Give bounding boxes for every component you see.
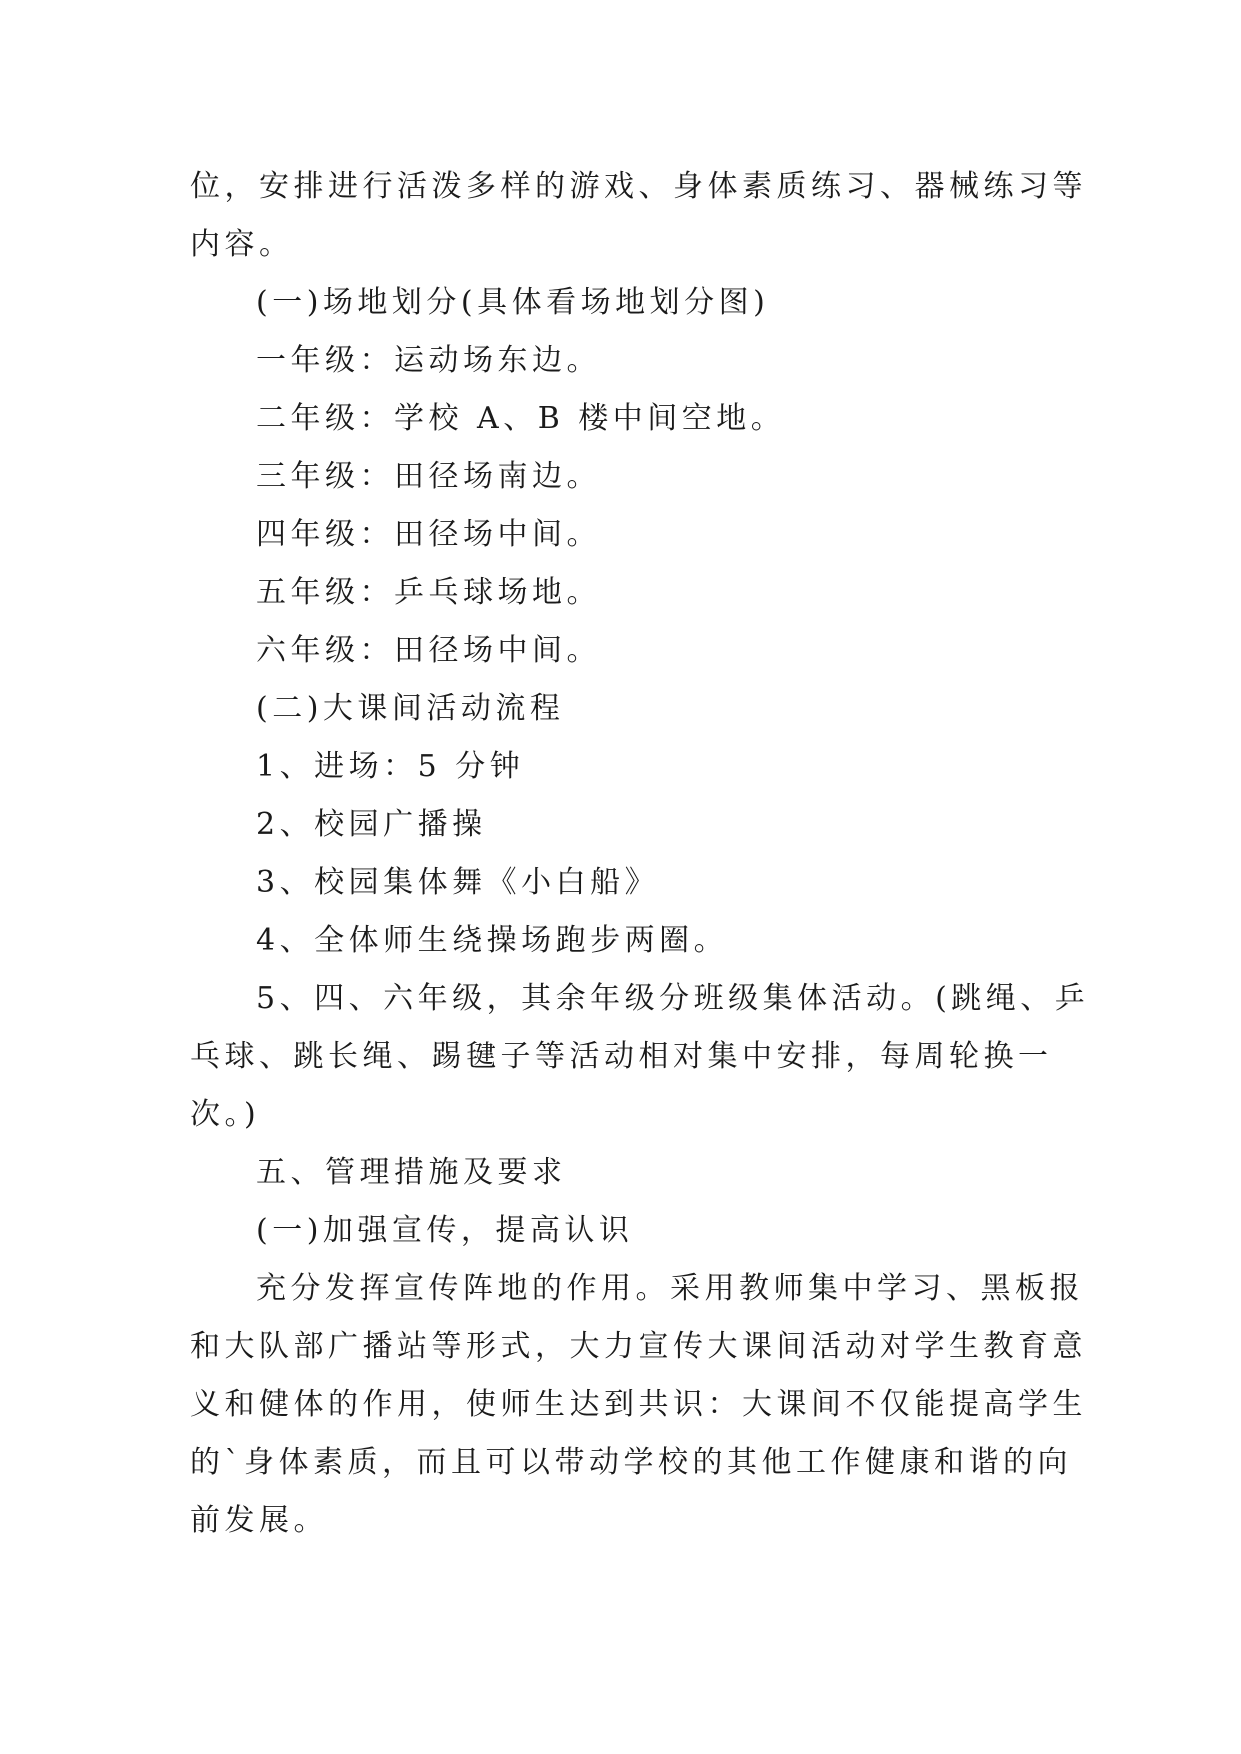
section-heading: (二)大课间活动流程 bbox=[256, 691, 565, 726]
paragraph-line: 次。) bbox=[190, 1097, 261, 1132]
list-item: 1、进场：5 分钟 bbox=[256, 749, 525, 784]
list-item: 二年级：学校 A、B 楼中间空地。 bbox=[256, 401, 786, 436]
list-item: 4、全体师生绕操场跑步两圈。 bbox=[256, 923, 729, 958]
paragraph-line: 位，安排进行活泼多样的游戏、身体素质练习、器械练习等 bbox=[190, 169, 1087, 204]
paragraph-line: 的`身体素质，而且可以带动学校的其他工作健康和谐的向 bbox=[190, 1445, 1072, 1480]
list-item: 一年级：运动场东边。 bbox=[256, 343, 601, 378]
paragraph-line: 乓球、跳长绳、踢毽子等活动相对集中安排，每周轮换一 bbox=[190, 1039, 1053, 1074]
list-item: 5、四、六年级，其余年级分班级集体活动。(跳绳、乒 bbox=[256, 981, 1090, 1016]
list-item: 三年级：田径场南边。 bbox=[256, 459, 601, 494]
paragraph-line: 和大队部广播站等形式，大力宣传大课间活动对学生教育意 bbox=[190, 1329, 1087, 1364]
paragraph-line: 义和健体的作用，使师生达到共识：大课间不仅能提高学生 bbox=[190, 1387, 1087, 1422]
paragraph-line: 充分发挥宣传阵地的作用。采用教师集中学习、黑板报 bbox=[256, 1271, 1084, 1306]
paragraph-line: 前发展。 bbox=[190, 1503, 328, 1538]
list-item: 3、校园集体舞《小白船》 bbox=[256, 865, 660, 900]
section-heading: (一)场地划分(具体看场地划分图) bbox=[256, 285, 770, 320]
list-item: 四年级：田径场中间。 bbox=[256, 517, 601, 552]
list-item: 六年级：田径场中间。 bbox=[256, 633, 601, 668]
section-heading: (一)加强宣传，提高认识 bbox=[256, 1213, 634, 1248]
section-heading: 五、管理措施及要求 bbox=[256, 1155, 567, 1190]
document-body bbox=[190, 158, 1090, 1550]
list-item: 2、校园广播操 bbox=[256, 807, 487, 842]
paragraph-line: 内容。 bbox=[190, 227, 294, 262]
list-item: 五年级：乒乓球场地。 bbox=[256, 575, 601, 610]
